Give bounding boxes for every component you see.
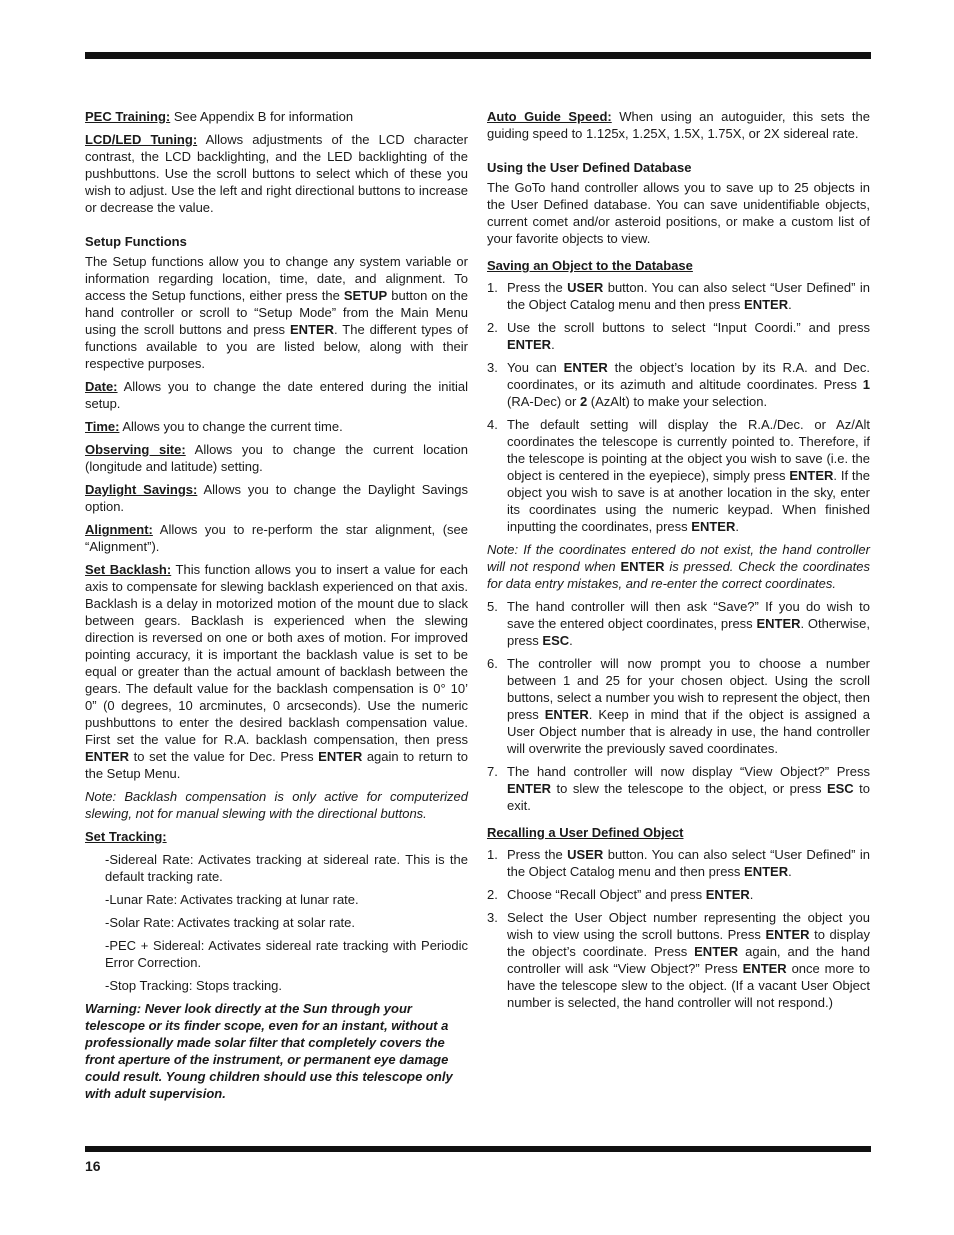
tracking-item: -Sidereal Rate: Activates tracking at sidereal rate. This is the default tracking rate.	[105, 852, 468, 884]
daylight-savings-label: Daylight Savings:	[85, 482, 198, 497]
alignment-paragraph: Alignment: Allows you to re-perform the star alignment, (see “Alignment”).	[85, 522, 468, 554]
list-item: 6. The controller will now prompt you to choose a number between 1 and 25 for your chosen object. Using the scroll buttons, select a number you wish to represent the object, then press ENTER. Keep in mind that if the object is assigned a User Object number that is already in use, the hand controller will overwrite the previously saved coordinates.	[487, 656, 870, 756]
date-paragraph: Date: Allows you to change the date entered during the initial setup.	[85, 379, 468, 411]
recalling-object-heading: Recalling a User Defined Object	[487, 825, 684, 840]
backlash-note: Note: Backlash compensation is only active for computerized slewing, not for manual slewing with the directional buttons.	[85, 789, 468, 821]
set-tracking-label: Set Tracking:	[85, 829, 167, 844]
auto-guide-speed-paragraph: Auto Guide Speed: When using an autoguider, this sets the guiding speed to 1.125x, 1.25X, 1.5X, 1.75X, or 2X sidereal rate.	[487, 109, 870, 141]
list-item: 7. The hand controller will now display “View Object?” Press ENTER to slew the telescope to the object, or press ESC to exit.	[487, 764, 870, 813]
list-item: 4. The default setting will display the R.A./Dec. or Az/Alt coordinates the telescope is currently pointed to. Therefore, if the telescope is pointing at the object you wish to save (i.e. the object is centered in the eyepiece), simply press ENTER. If the object you wish to save is at another location in the sky, enter its coordinates using the numeric keypad. When finished inputting the coordinates, press ENTER.	[487, 417, 870, 534]
list-item: 1. Press the USER button. You can also select “User Defined” in the Object Catalog menu and then press ENTER.	[487, 847, 870, 879]
page-number: 16	[85, 1158, 101, 1174]
tracking-item: -Stop Tracking: Stops tracking.	[105, 978, 283, 993]
saving-steps-list-continued	[487, 598, 870, 814]
list-item: 5. The hand controller will then ask “Save?” If you do wish to save the entered object coordinates, press ENTER. Otherwise, press ESC.	[487, 599, 870, 648]
observing-site-label: Observing site:	[85, 442, 186, 457]
right-column	[487, 108, 870, 1017]
sun-warning: Warning: Never look directly at the Sun through your telescope or its finder scope, even for an instant, without a professionally made solar filter that completely covers the front aperture of the instrument, or permanent eye damage could result. Young children should use this telescope only with adult supervision.	[85, 1001, 453, 1101]
setup-functions-paragraph: The Setup functions allow you to change any system variable or information regarding location, time, date, and alignment. To access the Setup functions, either press the SETUP button on the hand controller or scroll to “Setup Mode” from the Main Menu using the scroll buttons and press ENTER. The different types of functions available to you are listed below, along with their respective purposes.	[85, 254, 468, 371]
user-defined-database-heading: Using the User Defined Database	[487, 160, 692, 175]
time-label: Time:	[85, 419, 120, 434]
top-rule	[85, 52, 871, 59]
list-item: 2. Use the scroll buttons to select “Input Coordi.” and press ENTER.	[487, 320, 870, 352]
list-item: 3. Select the User Object number representing the object you wish to view using the scroll buttons. Press ENTER to display the object’s coordinate. Press ENTER again, and the hand controller will ask “View Object?” Press ENTER once more to have the telescope slew to the object. (If a vacant User Object number is selected, the hand controller will not respond.)	[487, 910, 870, 1010]
save-note: Note: If the coordinates entered do not exist, the hand controller will not respond when ENTER is pressed. Check the coordinates for data entry mistakes, and re-enter the correct coordinates.	[487, 542, 871, 591]
list-item: 2. Choose “Recall Object” and press ENTER.	[487, 887, 754, 902]
tracking-item: -Solar Rate: Activates tracking at solar rate.	[105, 915, 355, 930]
lcd-tuning-label: LCD/LED Tuning:	[85, 132, 198, 147]
set-tracking-paragraph	[85, 828, 468, 845]
date-label: Date:	[85, 379, 118, 394]
saving-steps-list	[487, 279, 870, 535]
lcd-tuning-paragraph: LCD/LED Tuning: Allows adjustments of the LCD character contrast, the LCD backlighting, and the LED backlighting of the pushbuttons. Use the scroll buttons to select which of these you wish to adjust. Use the left and right directional buttons to increase or decrease the value.	[85, 132, 468, 215]
time-paragraph: Time: Allows you to change the current time.	[85, 419, 343, 434]
tracking-item: -Lunar Rate: Activates tracking at lunar rate.	[105, 892, 359, 907]
auto-guide-speed-label: Auto Guide Speed:	[487, 109, 612, 124]
pec-training-paragraph: PEC Training: See Appendix B for information	[85, 109, 354, 124]
daylight-savings-paragraph: Daylight Savings: Allows you to change the Daylight Savings option.	[85, 482, 469, 514]
observing-site-paragraph: Observing site: Allows you to change the current location (longitude and latitude) setting.	[85, 442, 468, 474]
list-item: 1. Press the USER button. You can also select “User Defined” in the Object Catalog menu and then press ENTER.	[487, 280, 870, 312]
set-backlash-label: Set Backlash:	[85, 562, 172, 577]
pec-training-label: PEC Training:	[85, 109, 171, 124]
tracking-item: -PEC + Sidereal: Activates sidereal rate tracking with Periodic Error Correction.	[105, 938, 468, 970]
list-item: 3. You can ENTER the object’s location by its R.A. and Dec. coordinates, or its azimuth and altitude coordinates. Press 1 (RA-Dec) or 2 (AzAlt) to make your selection.	[487, 360, 870, 409]
user-defined-database-paragraph: The GoTo hand controller allows you to save up to 25 objects in the User Defined database. You can save unidentifiable objects, current comet and/or asteroid positions, or make a custom list of your favorite objects to view.	[487, 180, 870, 246]
setup-functions-heading: Setup Functions	[85, 234, 187, 249]
left-column	[85, 108, 468, 1108]
alignment-label: Alignment:	[85, 522, 153, 537]
saving-object-heading: Saving an Object to the Database	[487, 258, 693, 273]
set-backlash-paragraph: Set Backlash: This function allows you to insert a value for each axis to compensate for slewing backlash experienced on that axis. Backlash is a delay in motorized motion of the mount due to slack between gears. Backlash is experienced when the slewing direction is reversed on one or both axes of motion. For improved pointing accuracy, it is important the backlash value is set to be equal or greater than the actual amount of backlash between the gears. The default value for the backlash compensation is 0° 10’ 0” (0 degrees, 10 arcminutes, 0 arcseconds). Use the numeric pushbuttons to enter the desired backlash compensation value. First set the value for R.A. backlash compensation, then press ENTER to set the value for Dec. Press ENTER again to return to the Setup Menu.	[85, 562, 469, 781]
bottom-rule	[85, 1146, 871, 1152]
recall-steps-list	[487, 846, 870, 1011]
